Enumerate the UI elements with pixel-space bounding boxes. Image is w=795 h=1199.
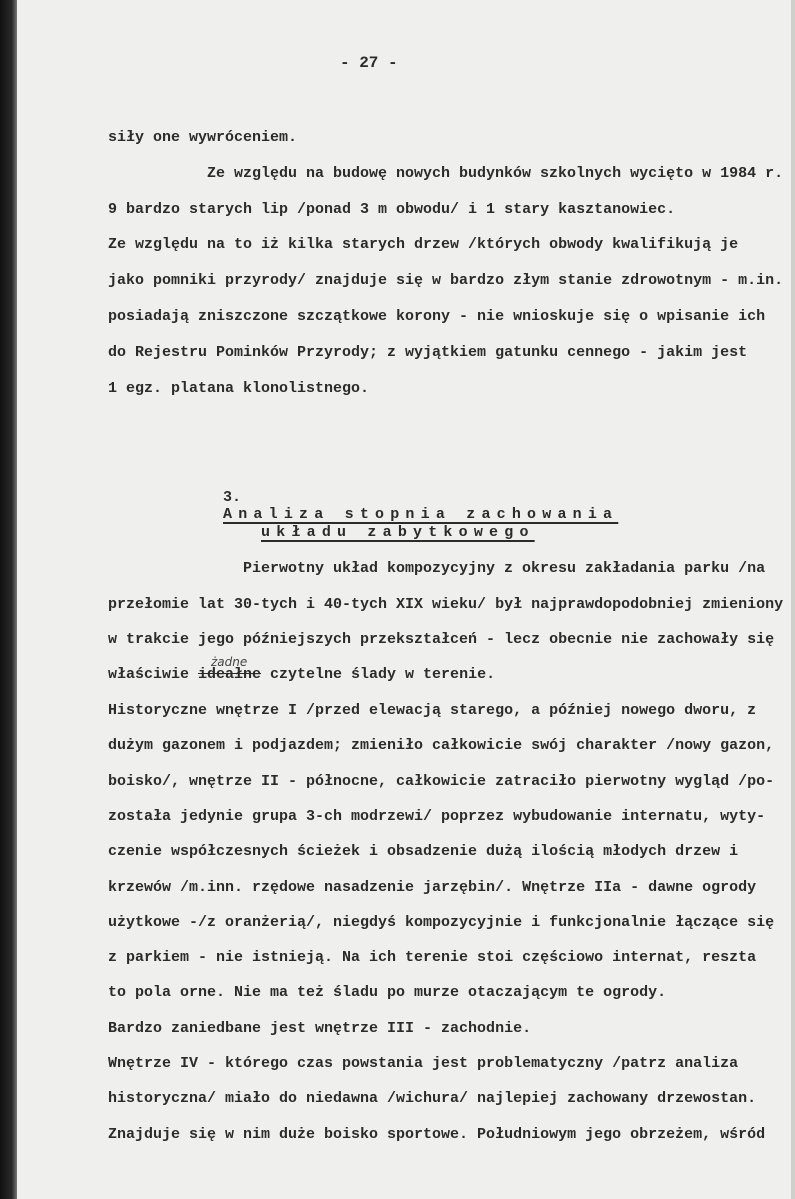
text-line: Wnętrze IV - którego czas powstania jest problematyczny /patrz analiza [108,1055,739,1072]
text-line: posiadają zniszczone szczątkowe korony - nie wnioskuje się o wpisanie ich [108,308,766,325]
text-line: 1 egz. platana klonolistnego. [108,379,370,397]
text-line: do Rejestru Pominków Przyrody; z wyjątkiem gatunku cennego - jakim jest [108,343,748,361]
text-line: przełomie lat 30-tych i 40-tych XIX wieku/ był najprawdopodobniej zmieniony [108,595,784,613]
text-line: krzewów /m.inn. rzędowe nasadzenie jarzębin/. Wnętrze IIa - dawne ogrody [108,878,757,896]
text-line: siły one wywróceniem. [108,129,298,146]
text-line: boisko/, wnętrze II - północne, całkowicie zatraciło pierwotny wygląd /po- [108,772,775,790]
scan-right-edge [791,0,795,1199]
page-number: - 27 - [340,54,398,72]
section-number: 3. [223,489,242,506]
struck-word: ideałne [198,666,262,683]
text-line: historyczna/ miało do niedawna /wichura/ najlepiej zachowany drzewostan. [108,1090,757,1108]
text-line: jako pomniki przyrody/ znajduje się w bardzo złym stanie zdrowotnym - m.in. [108,272,784,290]
text-line: została jedynie grupa 3-ch modrzewi/ poprzez wybudowanie internatu, wyty- [108,807,766,825]
text-line: Pierwotny układ kompozycyjny z okresu zakładania parku /na [243,560,766,577]
section-heading-cont [243,507,535,541]
text-line: Ze względu na budowę nowych budynków szkolnych wycięto w 1984 r. [207,164,784,182]
text-line: Historyczne wnętrze I /przed elewacją starego, a później nowego dworu, z [108,702,757,719]
section-title-line1: Analiza stopnia zachowania [223,506,619,523]
text-line-correction [108,666,495,683]
text-segment: czytelne ślady w terenie. [261,666,496,683]
text-segment: właściwie [108,666,199,683]
text-line: w trakcie jego późniejszych przekształceń - lecz obecnie nie zachowały się [108,631,775,648]
section-title-line2: układu zabytkowego [261,524,535,541]
text-line: 9 bardzo starych lip /ponad 3 m obwodu/ i 1 stary kasztanowiec. [108,200,676,218]
text-line: czenie współczesnych ścieżek i obsadzenie dużą ilością młodych drzew i [108,843,739,861]
text-line: dużym gazonem i podjazdem; zmieniło całkowicie swój charakter /nowy gazon, [108,737,775,755]
text-line: to pola orne. Nie ma też śladu po murze otaczającym te ogrody. [108,984,667,1002]
text-line: Bardzo zaniedbane jest wnętrze III - zachodnie. [108,1019,532,1037]
text-line: użytkowe -/z oranżerią/, niegdyś kompozycyjnie i funkcjonalnie łączące się [108,913,775,931]
text-line: z parkiem - nie istnieją. Na ich terenie stoi częściowo internat, reszta [108,949,757,967]
handwritten-correction: żadne [211,655,248,669]
text-line: Znajduje się w nim duże boisko sportowe. Południowym jego obrzeżem, wśród [108,1125,766,1143]
text-line: Ze względu na to iż kilka starych drzew /których obwody kwalifikują je [108,236,739,254]
scan-binding-edge [0,0,17,1199]
